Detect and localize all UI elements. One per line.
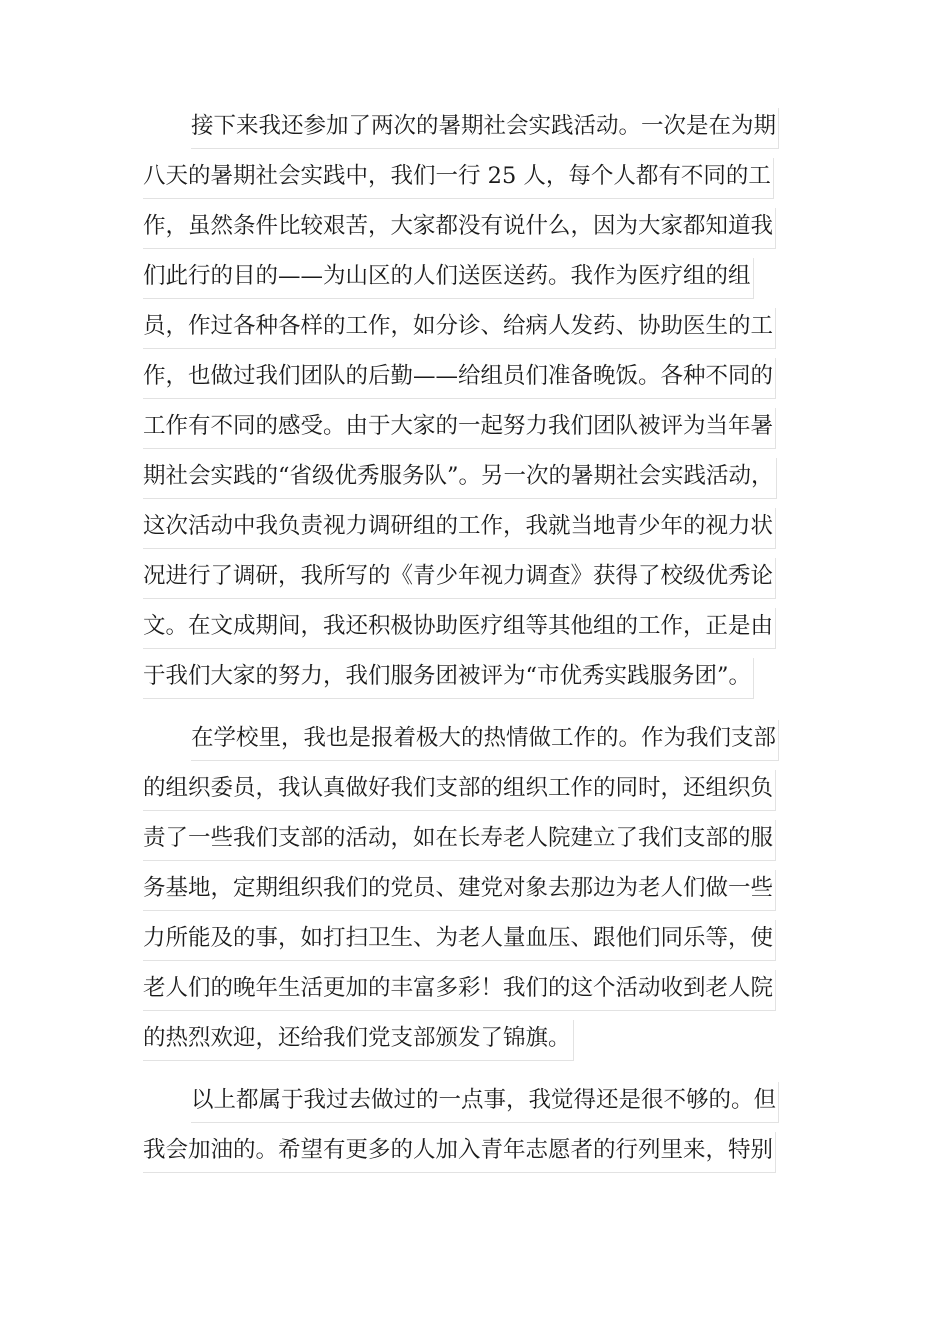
text-line: 八天的暑期社会实践中，我们一行 25 人，每个人都有不同的工 bbox=[143, 150, 779, 200]
text-line: 务基地，定期组织我们的党员、建党对象去那边为老人们做一些 bbox=[143, 862, 779, 912]
text-line: 责了一些我们支部的活动，如在长寿老人院建立了我们支部的服 bbox=[143, 812, 779, 862]
text-line: 作，也做过我们团队的后勤——给组员们准备晚饭。各种不同的 bbox=[143, 350, 779, 400]
text-line: 力所能及的事，如打扫卫生、为老人量血压、跟他们同乐等，使 bbox=[143, 912, 779, 962]
text-line: 接下来我还参加了两次的暑期社会实践活动。一次是在为期 bbox=[143, 100, 779, 150]
text-line: 们此行的目的——为山区的人们送医送药。我作为医疗组的组 bbox=[143, 250, 779, 300]
text-line: 以上都属于我过去做过的一点事，我觉得还是很不够的。但 bbox=[143, 1074, 779, 1124]
paragraph-summer-practice bbox=[143, 100, 779, 700]
text-line: 老人们的晚年生活更加的丰富多彩！我们的这个活动收到老人院 bbox=[143, 962, 779, 1012]
paragraph-conclusion bbox=[143, 1074, 779, 1174]
text-line: 于我们大家的努力，我们服务团被评为“市优秀实践服务团”。 bbox=[143, 650, 779, 700]
text-line: 在学校里，我也是报着极大的热情做工作的。作为我们支部 bbox=[143, 712, 779, 762]
text-line: 员，作过各种各样的工作，如分诊、给病人发药、协助医生的工 bbox=[143, 300, 779, 350]
text-line: 况进行了调研，我所写的《青少年视力调查》获得了校级优秀论 bbox=[143, 550, 779, 600]
text-line: 我会加油的。希望有更多的人加入青年志愿者的行列里来，特别 bbox=[143, 1124, 779, 1174]
text-line: 这次活动中我负责视力调研组的工作，我就当地青少年的视力状 bbox=[143, 500, 779, 550]
text-line: 的组织委员，我认真做好我们支部的组织工作的同时，还组织负 bbox=[143, 762, 779, 812]
text-line: 作，虽然条件比较艰苦，大家都没有说什么，因为大家都知道我 bbox=[143, 200, 779, 250]
text-line: 期社会实践的“省级优秀服务队”。另一次的暑期社会实践活动， bbox=[143, 450, 779, 500]
text-line: 的热烈欢迎，还给我们党支部颁发了锦旗。 bbox=[143, 1012, 779, 1062]
text-line: 文。在文成期间，我还积极协助医疗组等其他组的工作，正是由 bbox=[143, 600, 779, 650]
text-line: 工作有不同的感受。由于大家的一起努力我们团队被评为当年暑 bbox=[143, 400, 779, 450]
paragraph-school-work bbox=[143, 712, 779, 1062]
